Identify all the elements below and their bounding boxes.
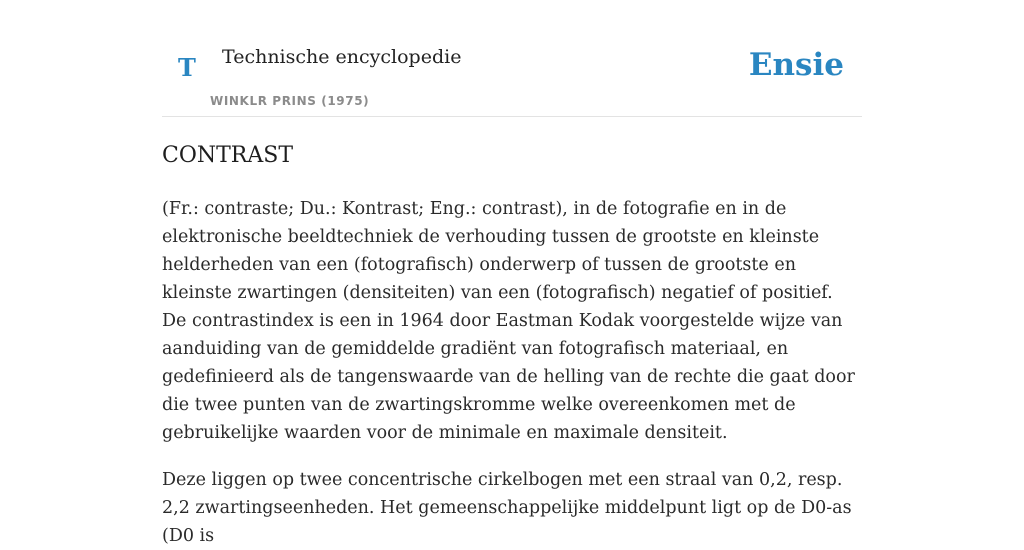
header: [162, 0, 862, 117]
entry-paragraph: Deze liggen op twee concentrische cirkelbogen met een straal van 0,2, resp. 2,2 zwartingseenheden. Het gemeenschappelijke middelpunt ligt op de D0-as (D0 is: [162, 470, 852, 547]
ensie-logo-link[interactable]: Ensie: [748, 47, 844, 83]
encyclopedia-logo[interactable]: T: [178, 53, 196, 82]
entry-title: CONTRAST: [162, 143, 293, 168]
entry-paragraph: (Fr.: contraste; Du.: Kontrast; Eng.: contrast), in de fotografie en in de elektronische beeldtechniek de verhouding tussen de grootste en kleinste helderheden van een (fotografisch) onderwerp of tussen de grootste en kleinste zwartingen (densiteiten) van een (fotografisch) negatief of positief. De contrastindex is een in 1964 door Eastman Kodak voorgestelde wijze van aanduiding van de gemiddelde gradiënt van fotografisch materiaal, en gedefinieerd als de tangenswaarde van de helling van de rechte die gaat door die twee punten van de zwartingskromme welke overeenkomen met de gebruikelijke waarden voor de minimale en maximale densiteit.: [162, 199, 855, 444]
page: [162, 0, 862, 550]
book-source-label: WINKLR PRINS (1975): [210, 94, 370, 108]
book-title-link[interactable]: Technische encyclopedie: [222, 46, 462, 68]
